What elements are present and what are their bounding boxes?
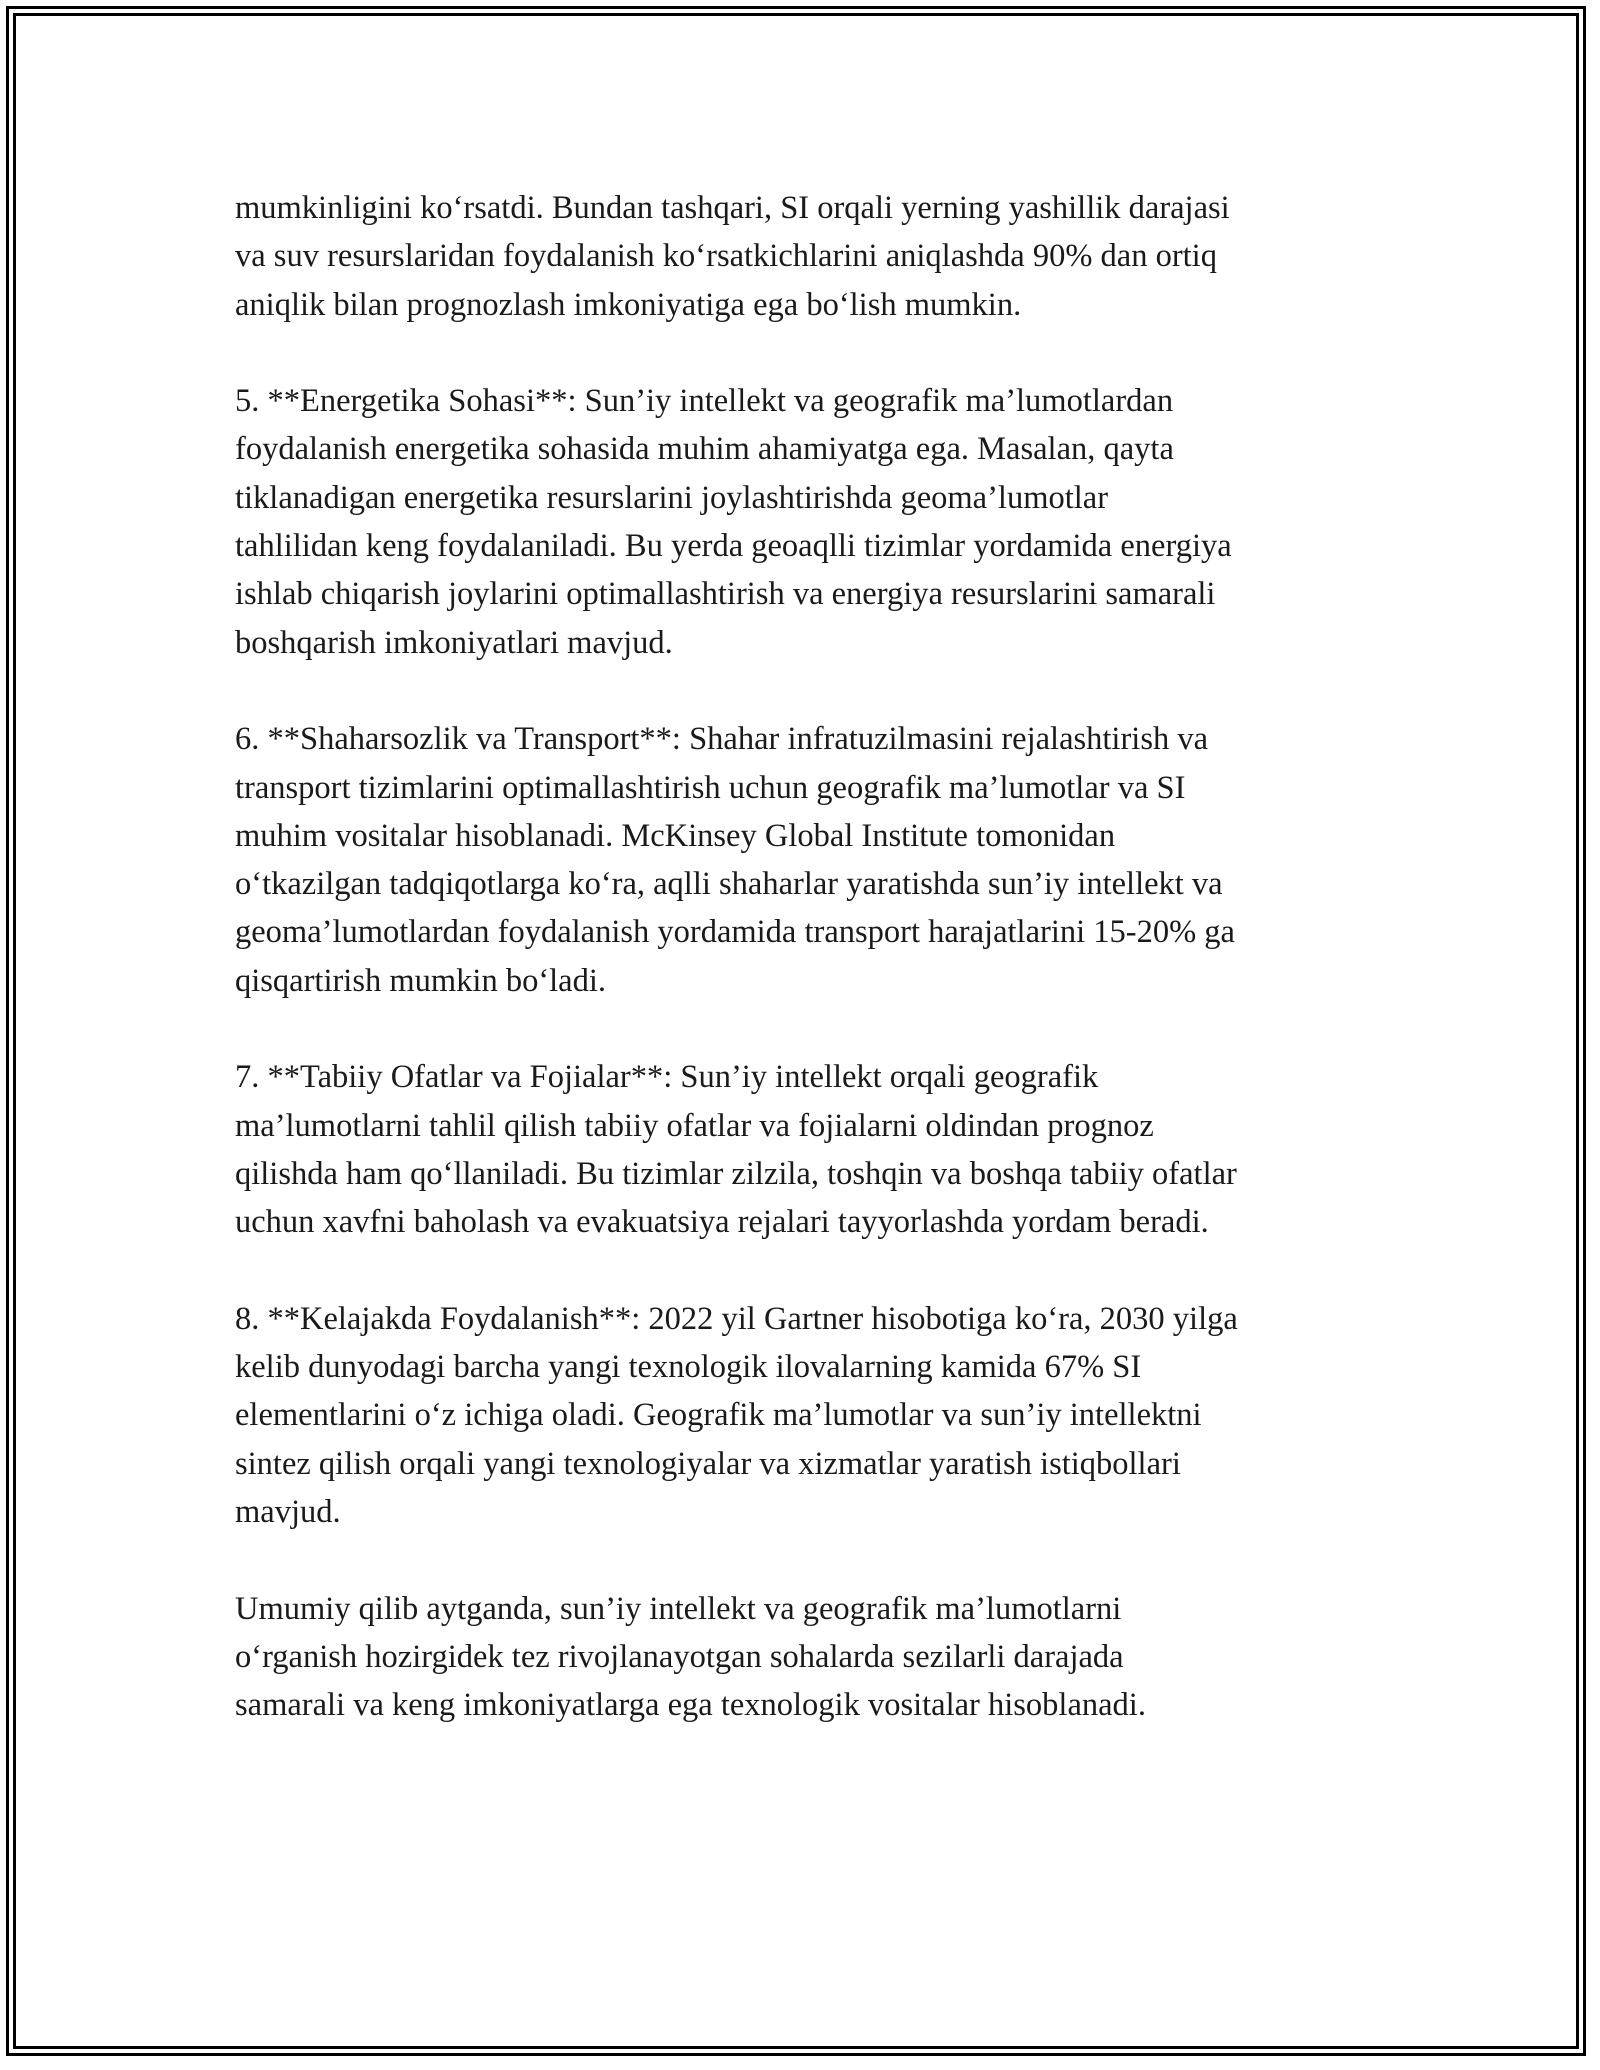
- text-line: muhim vositalar hisoblanadi. McKinsey Global Institute tomonidan: [235, 817, 1116, 854]
- text-line: 8. **Kelajakda Foydalanish**: 2022 yil Gartner hisobotiga koʻra, 2030 yilga: [235, 1300, 1238, 1337]
- text-line: oʻrganish hozirgidek tez rivojlanayotgan sohalarda sezilarli darajada: [235, 1638, 1124, 1675]
- text-line: oʻtkazilgan tadqiqotlarga koʻra, aqlli shaharlar yaratishda sun’iy intellekt va: [235, 866, 1223, 903]
- text-line: sintez qilish orqali yangi texnologiyalar va xizmatlar yaratish istiqbollari: [235, 1445, 1181, 1482]
- text-line: elementlarini oʻz ichiga oladi. Geografik ma’lumotlar va sun’iy intellektni: [235, 1397, 1202, 1434]
- text-line: geoma’lumotlardan foydalanish yordamida transport harajatlarini 15-20% ga: [235, 914, 1235, 951]
- paragraph-intro-continuation: [235, 184, 1375, 329]
- text-line: mumkinligini koʻrsatdi. Bundan tashqari, SI orqali yerning yashillik darajasi: [235, 190, 1230, 226]
- document-body: [235, 184, 1375, 1778]
- text-line: qilishda ham qoʻllaniladi. Bu tizimlar zilzila, toshqin va boshqa tabiiy ofatlar: [235, 1155, 1237, 1192]
- text-line: ishlab chiqarish joylarini optimallashtirish va energiya resurslarini samarali: [235, 576, 1216, 613]
- text-line: 7. **Tabiiy Ofatlar va Fojialar**: Sun’iy intellekt orqali geografik: [235, 1059, 1099, 1096]
- text-line: qisqartirish mumkin boʻladi.: [235, 962, 607, 999]
- text-line: 6. **Shaharsozlik va Transport**: Shahar infratuzilmasini rejalashtirish va: [235, 721, 1209, 758]
- paragraph-shaharsozlik: [235, 715, 1375, 1005]
- text-line: foydalanish energetika sohasida muhim ahamiyatga ega. Masalan, qayta: [235, 431, 1174, 468]
- text-line: mavjud.: [235, 1494, 341, 1531]
- text-line: Umumiy qilib aytganda, sun’iy intellekt va geografik ma’lumotlarni: [235, 1590, 1122, 1627]
- text-line: tahlilidan keng foydalaniladi. Bu yerda geoaqlli tizimlar yordamida energiya: [235, 528, 1232, 565]
- text-line: tiklanadigan energetika resurslarini joylashtirishda geoma’lumotlar: [235, 479, 1109, 516]
- paragraph-energetika: [235, 377, 1375, 667]
- text-line: transport tizimlarini optimallashtirish uchun geografik ma’lumotlar va SI: [235, 769, 1186, 806]
- text-line: 5. **Energetika Sohasi**: Sun’iy intellekt va geografik ma’lumotlardan: [235, 383, 1174, 420]
- paragraph-tabiiy-ofatlar: [235, 1053, 1375, 1246]
- text-line: va suv resurslaridan foydalanish koʻrsatkichlarini aniqlashda 90% dan ortiq: [235, 238, 1217, 275]
- text-line: kelib dunyodagi barcha yangi texnologik ilovalarning kamida 67% SI: [235, 1349, 1142, 1386]
- paragraph-kelajakda: [235, 1295, 1375, 1536]
- text-line: samarali va keng imkoniyatlarga ega texnologik vositalar hisoblanadi.: [235, 1687, 1146, 1724]
- paragraph-conclusion: [235, 1585, 1375, 1730]
- text-line: boshqarish imkoniyatlari mavjud.: [235, 624, 673, 661]
- text-line: uchun xavfni baholash va evakuatsiya rejalari tayyorlashda yordam beradi.: [235, 1204, 1209, 1241]
- text-line: aniqlik bilan prognozlash imkoniyatiga ega boʻlish mumkin.: [235, 286, 1022, 323]
- text-line: ma’lumotlarni tahlil qilish tabiiy ofatlar va fojialarni oldindan prognoz: [235, 1107, 1154, 1144]
